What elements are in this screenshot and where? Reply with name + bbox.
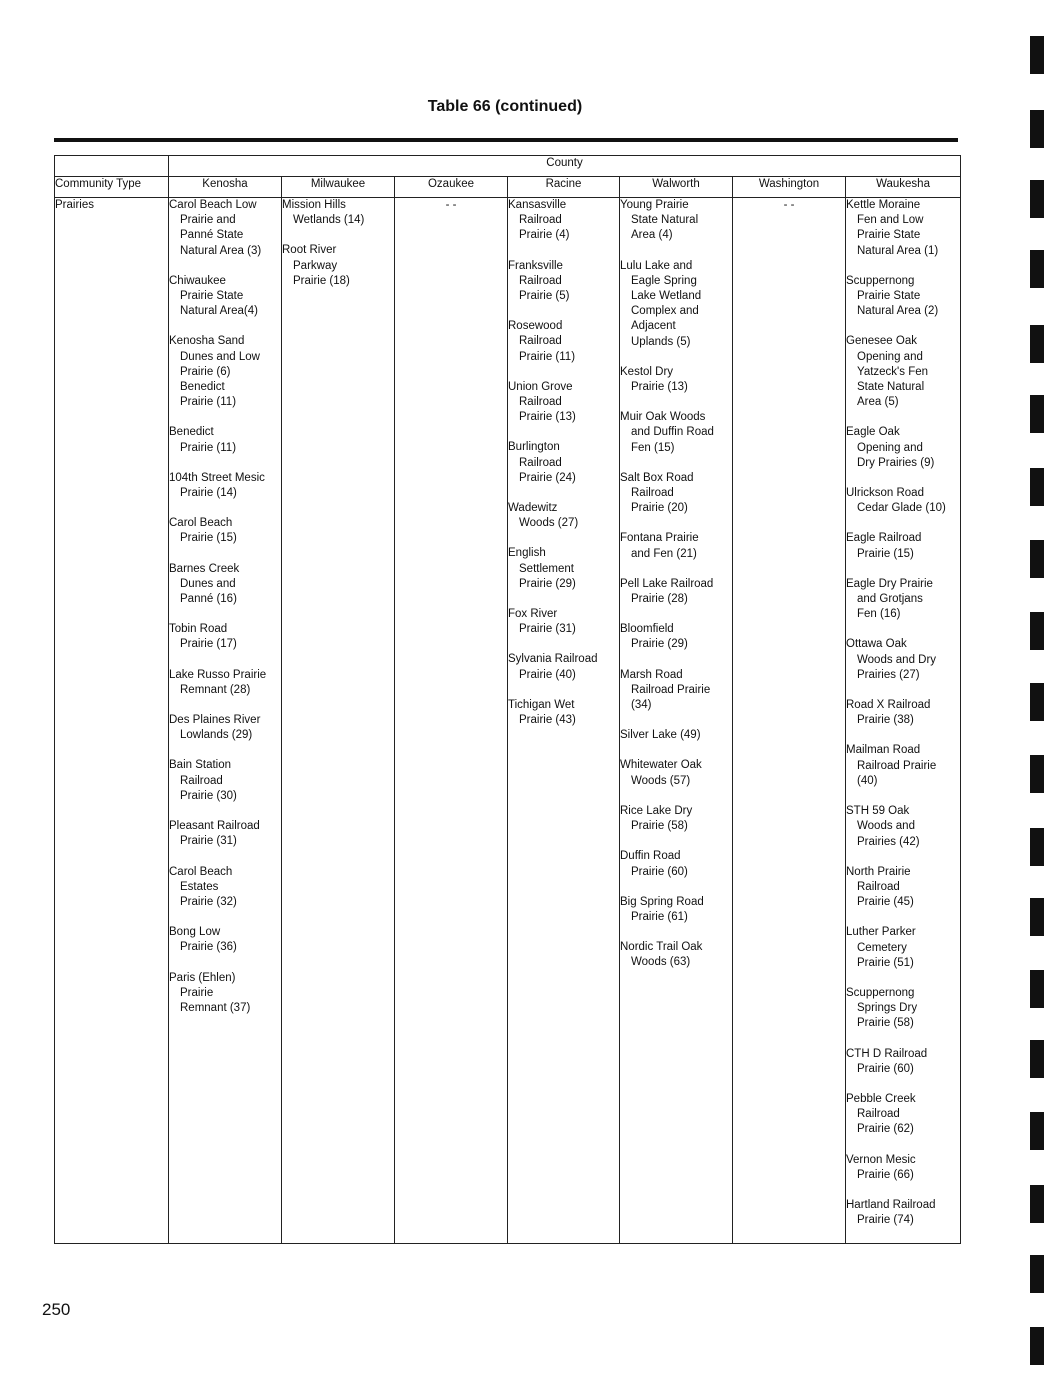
site-entry-line: Natural Area(4) [180, 305, 258, 318]
site-entry [620, 198, 732, 244]
site-entry-line: Silver Lake (49) [620, 729, 701, 742]
site-entry-line: Natural Area (2) [857, 305, 939, 318]
racine-cell [508, 198, 620, 1244]
site-entry-line: Cemetery [857, 941, 907, 954]
site-entry [620, 471, 732, 517]
site-entry-line: Adjacent [631, 320, 676, 333]
site-entry [846, 198, 960, 259]
site-entry-line: Natural Area (3) [180, 244, 262, 257]
site-entry [508, 440, 619, 486]
margin-mark [1030, 250, 1044, 288]
site-entry [620, 410, 732, 456]
site-entry [508, 380, 619, 426]
site-entry [846, 1153, 960, 1183]
site-entry [846, 743, 960, 789]
site-entry-line: Prairie (29) [519, 577, 576, 590]
site-entry-line: Prairie (11) [180, 396, 237, 409]
margin-mark [1030, 540, 1044, 578]
site-entry-line: Prairie (31) [180, 835, 237, 848]
site-entry [169, 971, 281, 1017]
site-entry-line: Pleasant Railroad [169, 820, 260, 833]
site-entry [169, 758, 281, 804]
site-entry-line: Eagle Dry Prairie [846, 577, 933, 590]
site-entry-line: Prairie (66) [857, 1168, 914, 1181]
site-entry [169, 516, 281, 546]
site-entry-line: Prairie (62) [857, 1123, 914, 1136]
site-entry-line: and Duffin Road [631, 426, 714, 439]
site-entry-line: Railroad Prairie [631, 683, 711, 696]
site-entry-line: Railroad [519, 214, 562, 227]
site-entry-line: Des Plaines River [169, 714, 261, 727]
site-entry-line: North Prairie [846, 865, 911, 878]
site-entry [620, 668, 732, 714]
site-entry-line: Prairie (61) [631, 910, 688, 923]
site-entry-line: CTH D Railroad [846, 1047, 928, 1060]
site-entry [620, 728, 732, 743]
site-entry-line: Prairie (6) [180, 365, 231, 378]
county-column-header: Walworth [620, 177, 733, 198]
site-entry-line: Railroad [519, 456, 562, 469]
site-entry-line: Kettle Moraine [846, 199, 921, 211]
community-type-cell: Prairies [55, 198, 169, 1244]
site-entry-line: Eagle Railroad [846, 532, 922, 545]
site-entry [508, 319, 619, 365]
site-entry-line: Prairie and [180, 214, 236, 227]
margin-mark [1030, 1040, 1044, 1078]
county-column-header: Racine [508, 177, 620, 198]
site-entry-line: Union Grove [508, 380, 573, 393]
site-entry [620, 577, 732, 607]
site-entry-line: Muir Oak Woods [620, 411, 706, 424]
site-entry [508, 501, 619, 531]
site-entry-line: Nordic Trail Oak [620, 941, 703, 954]
county-column-header: Ozaukee [395, 177, 508, 198]
site-entry [620, 849, 732, 879]
site-entry [169, 198, 281, 259]
site-entry-line: Road X Railroad [846, 699, 931, 712]
site-entry-line: Rosewood [508, 320, 563, 333]
site-entry [169, 425, 281, 455]
site-entry-line: Prairie (20) [631, 502, 688, 515]
milwaukee-cell [282, 198, 395, 1244]
margin-mark [1030, 1112, 1044, 1150]
site-entry [620, 940, 732, 970]
site-entry [282, 243, 394, 289]
site-entry-line: Prairie (14) [180, 487, 237, 500]
site-entry-line: Prairie State [857, 229, 921, 242]
site-entry [169, 668, 281, 698]
site-entry-line: Prairie (32) [180, 895, 237, 908]
site-entry-line: Whitewater Oak [620, 759, 702, 772]
site-entry-line: Prairie (11) [180, 441, 237, 454]
table-title: Table 66 (continued) [427, 98, 583, 115]
site-entry-line: Woods (27) [519, 517, 579, 530]
site-entry-line: Prairie (45) [857, 896, 914, 909]
site-entry-line: Burlington [508, 441, 560, 454]
site-entry-line: (34) [631, 699, 652, 712]
site-entry-line: Marsh Road [620, 668, 683, 681]
site-entry-line: English [508, 547, 546, 560]
site-entry-line: Wetlands (14) [293, 214, 365, 227]
site-entry-line: Woods and [857, 820, 915, 833]
site-entry-line: Prairie (31) [519, 623, 576, 636]
site-entry-line: Opening and [857, 350, 923, 363]
site-entry-line: Root River [282, 244, 337, 257]
county-column-header: Milwaukee [282, 177, 395, 198]
site-entry-line: Fen (16) [857, 608, 901, 621]
site-entry-line: Prairie (28) [631, 593, 688, 606]
margin-mark [1030, 1255, 1044, 1293]
site-entry [508, 652, 619, 682]
site-entry-line: Carol Beach Low [169, 199, 257, 211]
site-entry [846, 486, 960, 516]
margin-mark [1030, 325, 1044, 363]
site-entry-line: Woods and Dry [857, 653, 937, 666]
site-entry [508, 198, 619, 244]
site-entry-line: Woods (57) [631, 774, 691, 787]
site-entry-line: Prairie (36) [180, 941, 237, 954]
site-entry-line: Sylvania Railroad [508, 653, 598, 666]
site-entry-line: Kestol Dry [620, 365, 674, 378]
header-spacer [55, 156, 169, 177]
site-entry-line: Prairies (42) [857, 835, 920, 848]
kenosha-cell [169, 198, 282, 1244]
margin-mark [1030, 36, 1044, 74]
site-entry-line: Prairie [180, 986, 214, 999]
site-entry-line: Prairie (74) [857, 1214, 914, 1227]
ozaukee-cell: - - [395, 198, 508, 1244]
site-entry [846, 425, 960, 471]
site-entry-line: Uplands (5) [631, 335, 691, 348]
site-entry [620, 531, 732, 561]
site-entry-line: Fen and Low [857, 214, 924, 227]
site-entry [282, 198, 394, 228]
site-entry [846, 531, 960, 561]
waukesha-cell [846, 198, 961, 1244]
site-entry-line: Parkway [293, 259, 338, 272]
site-entry-line: Prairie (58) [857, 1017, 914, 1030]
site-entry-line: Dunes and Low [180, 350, 260, 363]
site-entry-line: Young Prairie [620, 199, 689, 211]
site-entry [620, 365, 732, 395]
site-entry-line: Prairie (43) [519, 714, 576, 727]
site-entry-line: Tichigan Wet [508, 698, 575, 711]
site-entry [620, 259, 732, 350]
site-entry [846, 637, 960, 683]
site-entry [169, 865, 281, 911]
prairie-table [54, 155, 961, 1244]
margin-mark [1030, 683, 1044, 721]
site-entry [846, 1047, 960, 1077]
site-entry-line: Fontana Prairie [620, 532, 699, 545]
site-entry-line: Duffin Road [620, 850, 681, 863]
site-entry-line: Big Spring Road [620, 895, 704, 908]
site-entry-line: Prairie (24) [519, 471, 576, 484]
site-entry-line: Kenosha Sand [169, 335, 245, 348]
site-entry-line: Prairie (17) [180, 638, 237, 651]
site-entry-line: Settlement [519, 562, 574, 575]
site-entry-line: Area (5) [857, 396, 899, 409]
site-entry-line: Panné State [180, 229, 244, 242]
site-entry-line: and Grotjans [857, 593, 923, 606]
site-entry-line: Paris (Ehlen) [169, 971, 236, 984]
title-rule [54, 138, 958, 142]
site-entry-line: Chiwaukee [169, 274, 226, 287]
site-entry-line: Prairies (27) [857, 668, 920, 681]
site-entry-line: (40) [857, 774, 878, 787]
site-entry-line: Complex and [631, 305, 699, 318]
site-entry-line: Scuppernong [846, 274, 915, 287]
site-entry-line: Barnes Creek [169, 562, 240, 575]
site-entry-line: Prairie (51) [857, 956, 914, 969]
margin-mark [1030, 180, 1044, 218]
county-column-header: Washington [733, 177, 846, 198]
site-entry-line: Dry Prairies (9) [857, 456, 935, 469]
site-entry-line: Estates [180, 880, 219, 893]
site-entry-line: Mission Hills [282, 199, 346, 211]
site-entry-line: Tobin Road [169, 623, 228, 636]
site-entry-line: Bain Station [169, 759, 232, 772]
site-entry-line: Prairie (4) [519, 229, 570, 242]
site-entry [620, 758, 732, 788]
site-entry-line: Lulu Lake and [620, 259, 693, 272]
margin-mark [1030, 1185, 1044, 1223]
site-entry-line: Ulrickson Road [846, 487, 924, 500]
margin-mark [1030, 1327, 1044, 1365]
site-entry-line: Fox River [508, 608, 558, 621]
site-entry-line: Natural Area (1) [857, 244, 939, 257]
site-entry-line: Lake Russo Prairie [169, 668, 267, 681]
margin-mark [1030, 898, 1044, 936]
site-entry-line: Woods (63) [631, 956, 691, 969]
site-entry-line: Pebble Creek [846, 1092, 916, 1105]
site-entry-line: Prairie (58) [631, 820, 688, 833]
site-entry [508, 259, 619, 305]
site-entry-line: Bong Low [169, 926, 221, 939]
site-entry-line: Wadewitz [508, 502, 558, 515]
site-entry-line: Lowlands (29) [180, 729, 253, 742]
county-column-header: Waukesha [846, 177, 961, 198]
site-entry-line: Benedict [169, 426, 214, 439]
site-entry [846, 577, 960, 623]
site-entry-line: Railroad [180, 774, 223, 787]
site-entry-line: Railroad Prairie [857, 759, 937, 772]
site-entry [620, 895, 732, 925]
margin-mark [1030, 395, 1044, 433]
site-entry-line: Mailman Road [846, 744, 921, 757]
site-entry-line: Remnant (28) [180, 683, 251, 696]
site-entry-line: Area (4) [631, 229, 673, 242]
site-entry-line: Cedar Glade (10) [857, 502, 946, 515]
site-entry-line: Prairie (60) [857, 1062, 914, 1075]
site-entry-line: Fen (15) [631, 441, 675, 454]
margin-mark [1030, 755, 1044, 793]
site-entry-line: Genesee Oak [846, 335, 917, 348]
site-entry [846, 334, 960, 410]
site-entry-line: Prairie State [857, 290, 921, 303]
site-entry [508, 546, 619, 592]
site-entry-line: Carol Beach [169, 517, 233, 530]
site-entry-line: Railroad [519, 274, 562, 287]
site-entry-line: State Natural [857, 381, 925, 394]
site-entry-line: Prairie (38) [857, 714, 914, 727]
site-entry-line: Opening and [857, 441, 923, 454]
site-entry [508, 698, 619, 728]
site-entry-line: STH 59 Oak [846, 805, 910, 818]
site-entry-line: Prairie (11) [519, 350, 576, 363]
site-entry [620, 622, 732, 652]
site-entry [169, 274, 281, 320]
site-entry-line: Luther Parker [846, 926, 916, 939]
site-entry-line: Prairie (60) [631, 865, 688, 878]
site-entry-line: Railroad [857, 1108, 900, 1121]
site-entry-line: Prairie (13) [519, 411, 576, 424]
site-entry-line: Rice Lake Dry [620, 804, 693, 817]
site-entry-line: Railroad [519, 335, 562, 348]
site-entry-line: Eagle Spring [631, 274, 697, 287]
site-entry-line: Springs Dry [857, 1002, 918, 1015]
site-entry-line: Prairie (13) [631, 381, 688, 394]
site-entry-line: Lake Wetland [631, 290, 702, 303]
site-entry-line: Prairie (30) [180, 789, 237, 802]
page-number: 250 [42, 1300, 71, 1319]
margin-mark [1030, 828, 1044, 866]
site-entry [169, 334, 281, 410]
site-entry [508, 607, 619, 637]
county-header: County [169, 156, 961, 177]
site-entry-line: 104th Street Mesic [169, 471, 265, 484]
site-entry-line: Franksville [508, 259, 563, 272]
site-entry [169, 819, 281, 849]
site-entry [846, 925, 960, 971]
site-entry-line: Benedict [180, 381, 225, 394]
site-entry-line: Eagle Oak [846, 426, 900, 439]
site-entry-line: Prairie (15) [180, 532, 237, 545]
site-entry-line: Carol Beach [169, 865, 233, 878]
site-entry-line: Vernon Mesic [846, 1153, 916, 1166]
site-entry-line: Kansasville [508, 199, 567, 211]
site-entry-line: Ottawa Oak [846, 638, 907, 651]
site-entry [846, 1198, 960, 1228]
margin-mark [1030, 468, 1044, 506]
site-entry [620, 804, 732, 834]
site-entry-line: Remnant (37) [180, 1001, 251, 1014]
site-entry-line: Prairie (18) [293, 274, 350, 287]
site-entry-line: Prairie (15) [857, 547, 914, 560]
site-entry [846, 865, 960, 911]
washington-cell: - - [733, 198, 846, 1244]
site-entry [169, 925, 281, 955]
site-entry-line: State Natural [631, 214, 699, 227]
margin-mark [1030, 612, 1044, 650]
site-entry [846, 986, 960, 1032]
site-entry-line: Hartland Railroad [846, 1198, 936, 1211]
site-entry-line: Bloomfield [620, 623, 674, 636]
margin-mark [1030, 970, 1044, 1008]
site-entry-line: Railroad [857, 880, 900, 893]
site-entry [846, 698, 960, 728]
site-entry-line: Prairie (5) [519, 290, 570, 303]
site-entry-line: and Fen (21) [631, 547, 697, 560]
site-entry-line: Salt Box Road [620, 471, 694, 484]
site-entry-line: Panné (16) [180, 593, 237, 606]
site-entry [169, 562, 281, 608]
margin-mark [1030, 110, 1044, 148]
site-entry-line: Prairie (29) [631, 638, 688, 651]
site-entry-line: Dunes and [180, 577, 236, 590]
site-entry [169, 622, 281, 652]
site-entry [846, 274, 960, 320]
site-entry [846, 1092, 960, 1138]
site-entry [169, 471, 281, 501]
site-entry-line: Scuppernong [846, 986, 915, 999]
site-entry-line: Railroad [631, 487, 674, 500]
community-type-header: Community Type [55, 177, 169, 198]
site-entry [169, 713, 281, 743]
county-column-header: Kenosha [169, 177, 282, 198]
site-entry-line: Prairie State [180, 290, 244, 303]
walworth-cell [620, 198, 733, 1244]
site-entry-line: Prairie (40) [519, 668, 576, 681]
site-entry [846, 804, 960, 850]
site-entry-line: Railroad [519, 396, 562, 409]
site-entry-line: Pell Lake Railroad [620, 577, 714, 590]
site-entry-line: Yatzeck's Fen [857, 365, 929, 378]
